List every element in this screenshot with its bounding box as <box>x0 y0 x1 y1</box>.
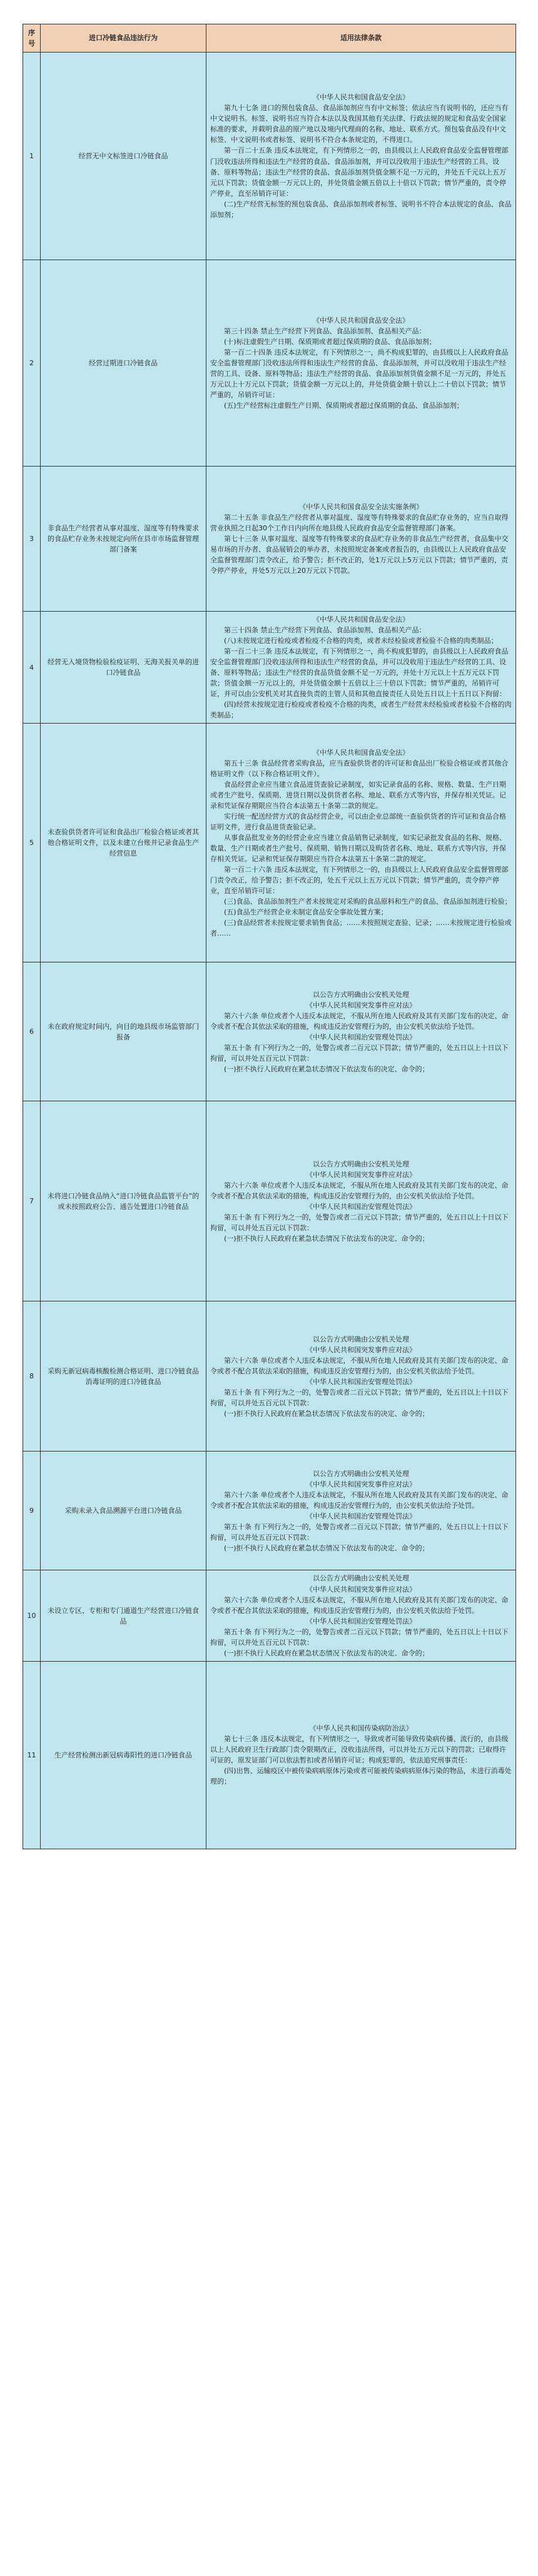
law-paragraph: (五)生产经营标注虚假生产日期、保质期或者超过保质期的食品、食品添加剂； <box>224 402 464 410</box>
table-header-row <box>23 24 516 53</box>
law-paragraph: 第六十六条 单位或者个人违反本法规定，不服从所在地人民政府及其有关部门发布的决定、命令或者不配合其依法采取的措施，构成违反治安管理行为的，由公安机关依法给予处罚。 <box>210 1181 509 1200</box>
law-paragraph: 《中华人民共和国食品安全法实施条例》 <box>299 502 423 511</box>
law-paragraph: 《中华人民共和国治安管理处罚法》 <box>306 1617 416 1625</box>
law-paragraph: 第五十条 有下列行为之一的，处警告或者二百元以下罚款；情节严重的，处五日以上十日以下拘留，可以并处五百元以下罚款： <box>210 1213 509 1233</box>
violation-text: 采购无新冠病毒核酸检测合格证明、进口冷链食品消毒证明的进口冷链食品 <box>41 1301 206 1452</box>
violation-text: 未设立专区、专柜和专门通道生产经营进口冷链食品 <box>41 1570 206 1661</box>
law-paragraph: 《中华人民共和国突发事件应对法》 <box>306 1001 416 1009</box>
law-paragraph: 《中华人民共和国治安管理处罚法》 <box>306 1202 416 1211</box>
table-row <box>23 1101 516 1301</box>
law-paragraph: 第五十条 有下列行为之一的，处警告或者二百元以下罚款；情节严重的，处五日以上十日以下拘留，可以并处五百元以下罚款： <box>210 1627 509 1647</box>
violation-text: 未查验供货者许可证和食品出厂检验合格证或者其他合格证明文件，以及未建立台账并记录食品生产经营信息 <box>41 724 206 962</box>
row-index: 1 <box>23 53 41 260</box>
law-paragraph: 第三十四条 禁止生产经营下列食品、食品添加剂、食品相关产品： <box>224 626 426 635</box>
row-index: 8 <box>23 1301 41 1452</box>
law-paragraph: 《中华人民共和国治安管理处罚法》 <box>306 1377 416 1386</box>
law-clauses <box>206 612 516 724</box>
law-paragraph: 第二十五条 非食品生产经营者从事对温度、湿度等有特殊要求的食品贮存业务的，应当自取得营业执照之日起30个工作日内向所在地县级人民政府食品安全监督管理部门备案。 <box>210 513 509 532</box>
header-index: 序号 <box>23 24 41 53</box>
violation-text: 未在政府规定时间内，向目的地县级市场监管部门报备 <box>41 962 206 1101</box>
table-row <box>23 724 516 962</box>
law-paragraph: (五)食品生产经营企业未制定食品安全事故处置方案； <box>224 908 388 917</box>
row-index: 7 <box>23 1101 41 1301</box>
law-paragraph: (三)食品、食品添加剂生产者未按规定对采购的食品原料和生产的食品、食品添加剂进行检验； <box>224 897 512 906</box>
law-paragraph: (四)经营未按规定进行检疫或者检疫不合格的肉类，或者生产经营未经检验或者检验不合格的肉类制品； <box>210 700 512 720</box>
law-paragraph: 实行统一配送经营方式的食品经营企业，可以由企业总部统一查验供货者的许可证和食品合格证明文件，进行食品进货查验记录。 <box>210 812 506 831</box>
violation-text: 未将进口冷链食品纳入“进口冷链食品监管平台”的或未按照政府公告、通告处置进口冷链食品 <box>41 1101 206 1301</box>
law-paragraph: (十)标注虚假生产日期、保质期或者超过保质期的食品、食品添加剂； <box>224 337 436 346</box>
law-paragraph: 《中华人民共和国食品安全法》 <box>313 748 409 757</box>
table-row <box>23 612 516 724</box>
table-row <box>23 1661 516 1849</box>
table-body <box>23 53 516 1849</box>
law-paragraph: 《中华人民共和国突发事件应对法》 <box>306 1480 416 1488</box>
law-paragraph: 第五十条 有下列行为之一的，处警告或者二百元以下罚款；情节严重的，处五日以上十日以下拘留，可以并处五百元以下罚款： <box>210 1044 509 1063</box>
row-index: 5 <box>23 724 41 962</box>
row-index: 9 <box>23 1452 41 1570</box>
law-paragraph: 《中华人民共和国食品安全法》 <box>313 93 409 102</box>
law-clauses <box>206 260 516 467</box>
law-clauses <box>206 1661 516 1849</box>
law-paragraph: 第七十三条 从事对温度、湿度等有特殊要求的食品贮存业务的非食品生产经营者，食品集中交易市场的开办者、食品展销会的举办者，未按照规定备案或者报告的，由县级以上人民政府食品安全监督管理部门责令改正，给予警告；拒不改正的，处1万元以上5万元以下罚款；情节严重的，责令停产停业，并处5万元以上20万元以下罚款。 <box>210 534 509 575</box>
table-row <box>23 53 516 260</box>
row-index: 2 <box>23 260 41 467</box>
law-clauses <box>206 962 516 1101</box>
law-paragraph: 第一百二十三条 违反本法规定，有下列情形之一，尚不构成犯罪的，由县级以上人民政府食品安全监督管理部门没收违法所得和违法生产经营的食品，并可以没收用于违法生产经营的工具、设备、原料等物品；违法生产经营的食品货值金额不足一万元的，并处十万元以上十五万元以下罚款；货值金额一万元以上的，并处货值金额十五倍以上三十倍以下罚款；情节严重的，吊销许可证，并可以由公安机关对其直接负责的主管人员和其他直接责任人员处五日以上十五日以下拘留： <box>210 647 509 699</box>
law-paragraph: 《中华人民共和国治安管理处罚法》 <box>306 1512 416 1520</box>
law-paragraph: 第一百二十四条 违反本法规定，有下列情形之一，尚不构成犯罪的，由县级以上人民政府食品安全监督管理部门没收违法所得和违法生产经营的食品、食品添加剂，并可以没收用于违法生产经营的工具、设备、原料等物品；违法生产经营的食品、食品添加剂货值金额不足一万元的，并处五万元以上十万元以下罚款；货值金额一万元以上的，并处货值金额十倍以上二十倍以下罚款；情节严重的，吊销许可证： <box>210 348 509 400</box>
law-paragraph: (一)拒不执行人民政府在紧急状态情况下依法发布的决定、命令的； <box>224 1235 429 1243</box>
violation-text: 生产经营检测出新冠病毒阳性的进口冷链食品 <box>41 1661 206 1849</box>
law-paragraph: 第一百二十六条 违反本法规定，有下列情形之一的，由县级以上人民政府食品安全监督管理部门责令改正，给予警告；拒不改正的，处五千元以上五万元以下罚款；情节严重的，责令停产停业，直至吊销许可证： <box>210 866 509 896</box>
row-index: 10 <box>23 1570 41 1661</box>
law-paragraph: 《中华人民共和国传染病防治法》 <box>309 1724 413 1733</box>
law-paragraph: 第一百二十五条 违反本法规定，有下列情形之一的，由县级以上人民政府食品安全监督管理部门没收违法所得和违法生产经营的食品、食品添加剂，并可以没收用于违法生产经营的工具、设备、原料等物品；违法生产经营的食品、食品添加剂货值金额不足一万元的，并处五千元以上五万元以下罚款；货值金额一万元以上的，并处货值金额五倍以上十倍以下罚款；情节严重的，责令停产停业，直至吊销许可证： <box>210 146 509 198</box>
law-paragraph: 以公告方式明确由公安机关处理 <box>313 1335 409 1343</box>
law-paragraph: 从事食品批发业务的经营企业应当建立食品销售记录制度，如实记录批发食品的名称、规格、数量、生产日期或者生产批号、保质期、销售日期以及购货者名称、地址、联系方式等内容，并保存相关凭证。记录和凭证保存期限应当符合本法第五十条第二款的规定。 <box>210 833 506 864</box>
violation-text: 经营无中文标签进口冷链食品 <box>41 53 206 260</box>
violation-text: 经营过期进口冷链食品 <box>41 260 206 467</box>
law-clauses <box>206 1101 516 1301</box>
law-paragraph: 以公告方式明确由公安机关处理 <box>313 1469 409 1478</box>
law-clauses <box>206 1452 516 1570</box>
law-clauses <box>206 467 516 612</box>
law-paragraph: 第五十三条 食品经营者采购食品，应当查验供货者的许可证和食品出厂检验合格证或者其他合格证明文件（以下称合格证明文件）。 <box>210 759 509 778</box>
law-paragraph: 《中华人民共和国食品安全法》 <box>313 615 409 624</box>
violation-text: 经营无入境货物检验检疫证明、无海关报关单的进口冷链食品 <box>41 612 206 724</box>
law-paragraph: 第三十四条 禁止生产经营下列食品、食品添加剂、食品相关产品： <box>224 326 426 335</box>
law-paragraph: 食品经营企业应当建立食品进货查验记录制度，如实记录食品的名称、规格、数量、生产日期或者生产批号、保质期、进货日期以及供货者名称、地址、联系方式等内容，并保存相关凭证。记录和凭证保存期限应当符合本法第五十条第二款的规定。 <box>210 780 506 810</box>
law-clauses <box>206 1301 516 1452</box>
row-index: 4 <box>23 612 41 724</box>
law-paragraph: 第五十条 有下列行为之一的，处警告或者二百元以下罚款；情节严重的，处五日以上十日以下拘留，可以并处五百元以下罚款： <box>210 1388 509 1408</box>
law-paragraph: 以公告方式明确由公安机关处理 <box>313 1159 409 1168</box>
table-row <box>23 962 516 1101</box>
law-paragraph: (三)食品经营者未按规定要求销售食品；……未按照规定查验、记录；……未按规定进行检验或者…… <box>210 919 512 938</box>
table-row <box>23 1301 516 1452</box>
law-paragraph: 第九十七条 进口的预包装食品、食品添加剂应当有中文标签；依法应当有说明书的，还应当有中文说明书。标签、说明书应当符合本法以及我国其他有关法律、行政法规的规定和食品安全国家标准的要求，并载明食品的原产地以及境内代理商的名称、地址、联系方式。预包装食品没有中文标签、中文说明书或者标签、说明书不符合本条规定的，不得进口。 <box>210 104 509 144</box>
law-paragraph: (二)生产经营无标签的预包装食品、食品添加剂或者标签、说明书不符合本法规定的食品、食品添加剂； <box>210 200 512 219</box>
row-index: 11 <box>23 1661 41 1849</box>
law-paragraph: 以公告方式明确由公安机关处理 <box>313 990 409 999</box>
table-row <box>23 1570 516 1661</box>
law-paragraph: 以公告方式明确由公安机关处理 <box>313 1574 409 1583</box>
law-paragraph: 《中华人民共和国突发事件应对法》 <box>306 1345 416 1354</box>
table-row <box>23 1452 516 1570</box>
law-paragraph: 第七十三条 违反本法规定，有下列情形之一，导致或者可能导致传染病传播、流行的，由县级以上人民政府卫生行政部门责令限期改正，没收违法所得，可以并处五万元以下的罚款；已取得许可证的，原发证部门可以依法暂扣或者吊销许可证；构成犯罪的，依法追究刑事责任： <box>210 1735 509 1765</box>
law-paragraph: 第六十六条 单位或者个人违反本法规定，不服从所在地人民政府及其有关部门发布的决定、命令或者不配合其依法采取的措施，构成违反治安管理行为的，由公安机关依法给予处罚。 <box>210 1356 509 1375</box>
table-row <box>23 260 516 467</box>
law-paragraph: (一)拒不执行人民政府在紧急状态情况下依法发布的决定、命令的； <box>224 1544 429 1553</box>
table-row <box>23 467 516 612</box>
law-paragraph: 第五十条 有下列行为之一的，处警告或者二百元以下罚款；情节严重的，处五日以上十日以下拘留，可以并处五百元以下罚款： <box>210 1523 509 1542</box>
row-index: 6 <box>23 962 41 1101</box>
law-paragraph: 《中华人民共和国突发事件应对法》 <box>306 1170 416 1179</box>
law-paragraph: 第六十六条 单位或者个人违反本法规定，不服从所在地人民政府及其有关部门发布的决定、命令或者不配合其依法采取的措施，构成违反治安管理行为的，由公安机关依法给予处罚。 <box>210 1490 509 1510</box>
law-paragraph: (四)出售、运输疫区中被传染病病原体污染或者可能被传染病病原体污染的物品，未进行消毒处理的； <box>210 1767 512 1786</box>
violation-text: 非食品生产经营者从事对温度、湿度等有特殊要求的食品贮存业务未按规定向所在县市市场监督管理部门备案 <box>41 467 206 612</box>
law-paragraph: (一)拒不执行人民政府在紧急状态情况下依法发布的决定、命令的； <box>224 1065 429 1074</box>
law-clauses <box>206 1570 516 1661</box>
law-table <box>23 24 516 1849</box>
header-violation: 进口冷链食品违法行为 <box>41 24 206 53</box>
law-paragraph: (八)未按规定进行检疫或者检疫不合格的肉类，或者未经检验或者检验不合格的肉类制品； <box>224 637 498 645</box>
row-index: 3 <box>23 467 41 612</box>
law-paragraph: 第六十六条 单位或者个人违反本法规定，不服从所在地人民政府及其有关部门发布的决定、命令或者不配合其依法采取的措施，构成违反治安管理行为的，由公安机关依法给予处罚。 <box>210 1011 509 1031</box>
violation-text: 采购未录入食品溯源平台进口冷链食品 <box>41 1452 206 1570</box>
law-paragraph: 《中华人民共和国食品安全法》 <box>313 316 409 325</box>
law-paragraph: (一)拒不执行人民政府在紧急状态情况下依法发布的决定、命令的； <box>224 1649 429 1657</box>
law-clauses <box>206 53 516 260</box>
law-paragraph: (一)拒不执行人民政府在紧急状态情况下依法发布的决定、命令的； <box>224 1410 429 1418</box>
law-clauses <box>206 724 516 962</box>
header-law-clauses: 适用法律条款 <box>206 24 516 53</box>
law-paragraph: 第六十六条 单位或者个人违反本法规定，不服从所在地人民政府及其有关部门发布的决定、命令或者不配合其依法采取的措施，构成违反治安管理行为的，由公安机关依法给予处罚。 <box>210 1595 509 1615</box>
law-paragraph: 《中华人民共和国治安管理处罚法》 <box>306 1033 416 1041</box>
law-paragraph: 《中华人民共和国突发事件应对法》 <box>306 1585 416 1594</box>
